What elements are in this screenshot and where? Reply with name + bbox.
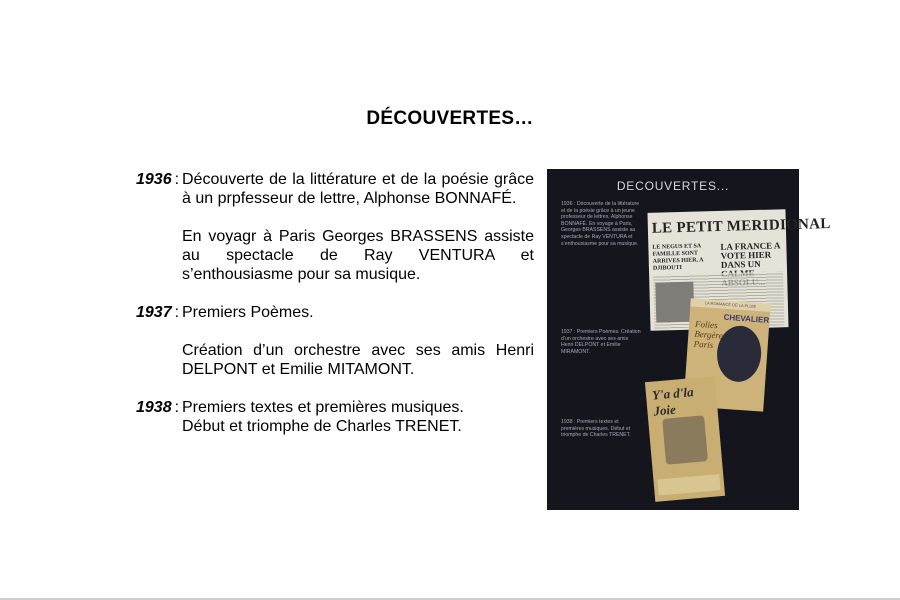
sheet-music-name: CHEVALIER	[723, 312, 770, 325]
sheet-music-title: Y'a d'la Joie	[651, 384, 695, 419]
newspaper-headline: LE PETIT MERIDIONAL	[651, 216, 831, 237]
photo-panel-text: 1938 : Premiers textes et premières musiques. Début et triomphe de Charles TRENET.	[561, 419, 631, 439]
photo-panel-text: 1936 : Découverte de la littérature et de la poésie grâce à un jeune professeur de lettres, Alphonse BONNAFÉ. En voyage à Paris, Georges BRASSENS assiste au spectacle de Ray VENTURA et s’enthousiasme pour sa musique.	[561, 201, 640, 247]
sheet-music-title: Folies Bergère Paris	[693, 318, 724, 350]
year-value: 1937	[136, 304, 172, 321]
newspaper-subhead-2: LA FRANCE A VOTE HIER DANS UN	[720, 240, 781, 270]
slide-title: DÉCOUVERTES…	[366, 108, 534, 129]
newspaper-photo	[655, 282, 694, 323]
year-label	[136, 170, 182, 303]
year-value: 1938	[136, 399, 172, 416]
entry-paragraph: Création d’un orchestre avec ses amis Henri DELPONT et Emilie MITAMONT.	[182, 342, 534, 378]
entry-paragraph: En voyagr à Paris Georges BRASSENS assiste au spectacle de Ray VENTURA et s’enthousiasme pour sa musique.	[182, 228, 534, 283]
sheet-music-trenet	[645, 376, 725, 502]
year-label	[136, 303, 182, 398]
photo-panel-title: DECOUVERTES...	[616, 179, 730, 193]
year-colon: :	[174, 399, 180, 416]
year-colon: :	[174, 171, 180, 188]
entry-body	[182, 170, 534, 303]
timeline-entries	[136, 170, 534, 455]
exhibit-photo	[547, 169, 831, 510]
entry-paragraph: Découverte de la littérature et de la poésie grâce à un prpfesseur de lettre, Alphonse BONNAFÉ.	[182, 171, 534, 207]
year-colon: :	[174, 304, 180, 321]
entry-1937	[136, 303, 534, 398]
sheet-music-band: LA ROMANCE DE LA PLUIE	[690, 298, 770, 312]
entry-1936	[136, 170, 534, 303]
entry-body	[182, 303, 534, 398]
entry-paragraph: Premiers Poèmes.	[182, 304, 314, 321]
year-label	[136, 398, 182, 455]
portrait-photo	[662, 415, 708, 464]
newspaper-subhead: LE NEGUS ET SA FAMILLE SONT ARRIVES HIER, A DJIBOUTI	[652, 243, 704, 272]
photo-panel-text: 1937 : Premiers Poèmes. Création d’un orchestre avec ses amis Henri DELPONT et Emilie MIRAMONT.	[561, 329, 641, 355]
entry-1938	[136, 398, 534, 455]
entry-paragraph: Premiers textes et premières musiques. Début et triomphe de Charles TRENET.	[182, 399, 464, 435]
year-value: 1936	[136, 171, 172, 188]
sheet-music-footer	[657, 474, 720, 495]
entry-body	[182, 398, 534, 455]
